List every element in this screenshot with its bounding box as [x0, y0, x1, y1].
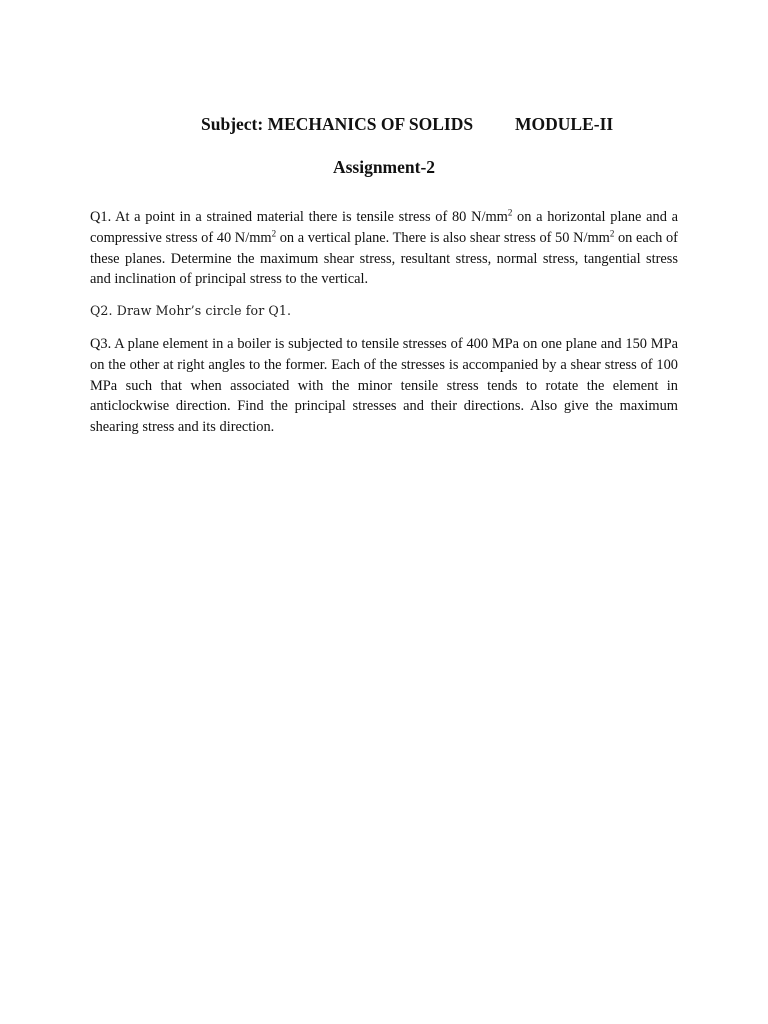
module-heading: MODULE-II [515, 114, 614, 134]
superscript-2: 2 [507, 207, 513, 218]
question-2: Q2. Draw Mohr’s circle for Q1. [90, 303, 292, 319]
question-1-text-part1: At a point in a strained material there is tensile stress of 80 N/mm [111, 209, 508, 225]
assignment-title: Assignment-2 [332, 157, 436, 177]
subject-heading: Subject: MECHANICS OF SOLIDS [201, 114, 474, 134]
superscript-2: 2 [271, 228, 277, 239]
questions-list [90, 207, 678, 449]
question-1 [90, 207, 678, 290]
question-1-text-part4: on each of these planes. Determine the maximum shear stress, resultant stress, normal stress, tangential stress and inclination of principal stress to the vertical. [90, 229, 678, 288]
question-3: Q3. A plane element in a boiler is subjected to tensile stresses of 400 MPa on one plane and 150 MPa on the other at right angles to the former. Each of the stresses is accompanied by a shear stress of 100 MPa such that when associated with the minor tensile stress tends to rotate the element in anticlockwise direction. Find the principal stresses and their directions. Also give the maximum shearing stress and its direction. [90, 335, 678, 436]
question-1-text-part2: on a horizontal plane and a compressive stress of 40 N/mm [90, 209, 678, 246]
superscript-2: 2 [609, 228, 615, 239]
question-1-text-part3: on a vertical plane. There is also shear stress of 50 N/mm [276, 229, 610, 246]
question-1-label: Q1. [90, 209, 112, 225]
